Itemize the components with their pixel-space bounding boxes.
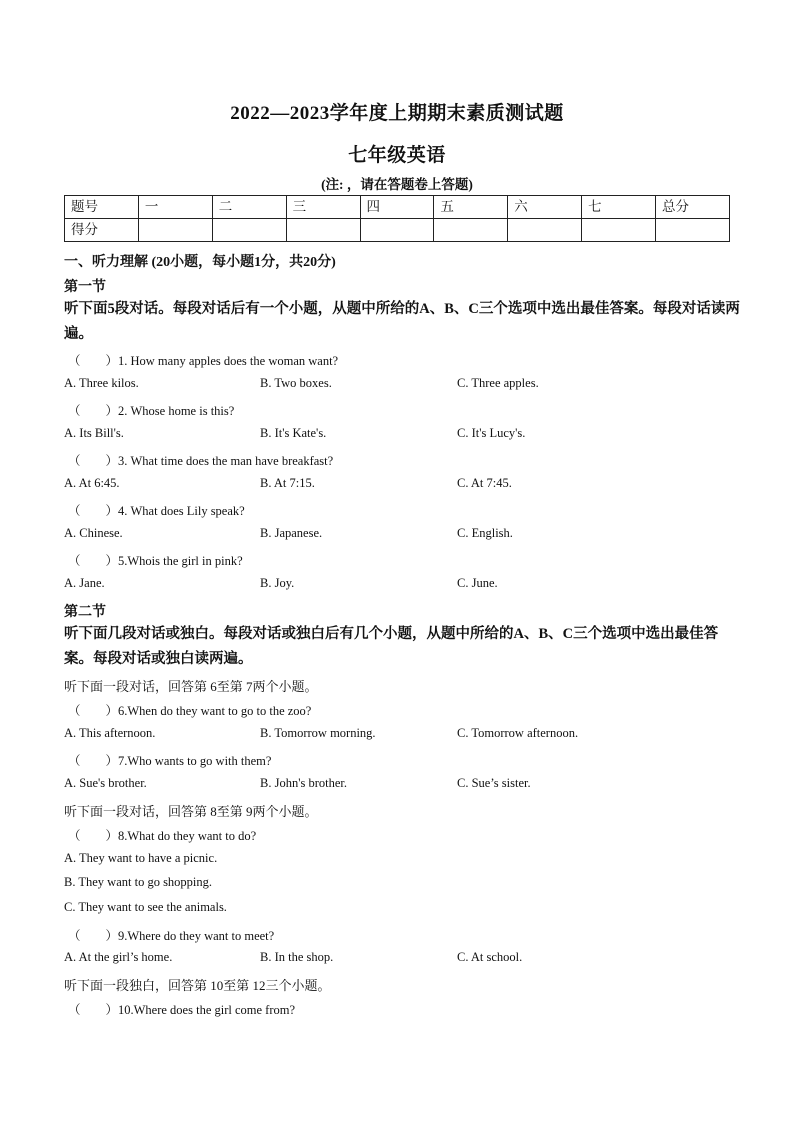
score-cell: 四 (360, 196, 434, 219)
part1-title: 一、听力理解 (20小题，每小题1分，共20分) (64, 255, 336, 270)
score-blank-cell[interactable] (582, 219, 656, 242)
exam-subtitle: 七年级英语 (348, 145, 446, 166)
sub-instruction-2: 听下面一段对话，回答第 8至第 9两个小题。 (64, 804, 318, 819)
option-b: B. At 7:15. (260, 476, 315, 490)
option-a: A. At the girl’s home. (64, 950, 173, 964)
exam-title: 2022—2023学年度上期期末素质测试题 (230, 103, 564, 124)
score-blank-cell[interactable] (508, 219, 582, 242)
question-6: （ ）6.When do they want to go to the zoo? (68, 704, 312, 718)
score-cell: 题号 (65, 196, 139, 219)
section2-label: 第二节 (64, 605, 106, 620)
question-3: （ ）3. What time does the man have breakfast? (68, 454, 334, 468)
option-a: A. Three kilos. (64, 376, 139, 390)
section1-instruction: 听下面5段对话。每段对话后有一个小题，从题中所给的A、B、C三个选项中选出最佳答案。每段对话读两遍。 (64, 301, 740, 342)
score-blank-cell[interactable] (656, 219, 730, 242)
score-cell: 得分 (65, 219, 139, 242)
score-cell: 七 (582, 196, 656, 219)
score-cell: 总分 (656, 196, 730, 219)
option-b: B. Joy. (260, 576, 295, 590)
question-2: （ ）2. Whose home is this? (68, 404, 235, 418)
score-blank-cell[interactable] (360, 219, 434, 242)
option-c: C. Tomorrow afternoon. (457, 726, 579, 740)
question-4: （ ）4. What does Lily speak? (68, 504, 245, 518)
sub-instruction-1: 听下面一段对话，回答第 6至第 7两个小题。 (64, 679, 318, 694)
option-a: A. They want to have a picnic. (64, 851, 218, 865)
option-c: C. Three apples. (457, 376, 539, 390)
question-1: （ ）1. How many apples does the woman want? (68, 354, 339, 368)
option-b: B. It's Kate's. (260, 426, 327, 440)
score-cell: 一 (138, 196, 212, 219)
option-a: A. This afternoon. (64, 726, 156, 740)
section1-label: 第一节 (64, 280, 106, 295)
score-cell: 五 (434, 196, 508, 219)
option-a: A. Its Bill's. (64, 426, 124, 440)
score-cell: 三 (286, 196, 360, 219)
question-7: （ ）7.Who wants to go with them? (68, 754, 272, 768)
option-c: C. It's Lucy's. (457, 426, 526, 440)
score-cell: 二 (212, 196, 286, 219)
option-a: A. Chinese. (64, 526, 123, 540)
option-b: B. In the shop. (260, 950, 334, 964)
question-9: （ ）9.Where do they want to meet? (68, 929, 275, 943)
option-c: C. Sue’s sister. (457, 776, 531, 790)
score-cell: 六 (508, 196, 582, 219)
option-a: A. At 6:45. (64, 476, 120, 490)
score-table (64, 195, 730, 242)
section2-instruction: 听下面几段对话或独白。每段对话或独白后有几个小题，从题中所给的A、B、C三个选项中选出最佳答案。每段对话或独白读两遍。 (64, 626, 719, 667)
exam-note: (注: ，请在答题卷上答题) (321, 177, 473, 192)
option-b: B. They want to go shopping. (64, 875, 213, 889)
option-b: B. John's brother. (260, 776, 347, 790)
score-blank-cell[interactable] (286, 219, 360, 242)
option-c: C. At school. (457, 950, 523, 964)
option-b: B. Japanese. (260, 526, 323, 540)
option-c: C. At 7:45. (457, 476, 512, 490)
option-a: A. Sue's brother. (64, 776, 147, 790)
sub-instruction-3: 听下面一段独白，回答第 10至第 12三个小题。 (64, 978, 331, 993)
score-blank-cell[interactable] (138, 219, 212, 242)
question-10: （ ）10.Where does the girl come from? (68, 1003, 296, 1017)
question-8: （ ）8.What do they want to do? (68, 829, 257, 843)
option-b: B. Tomorrow morning. (260, 726, 376, 740)
option-c: C. They want to see the animals. (64, 900, 227, 914)
score-blank-cell[interactable] (434, 219, 508, 242)
option-c: C. June. (457, 576, 498, 590)
question-5: （ ）5.Whois the girl in pink? (68, 554, 243, 568)
score-table-row-score (65, 219, 730, 242)
option-a: A. Jane. (64, 576, 105, 590)
option-b: B. Two boxes. (260, 376, 332, 390)
score-blank-cell[interactable] (212, 219, 286, 242)
score-table-row-header (65, 196, 730, 219)
option-c: C. English. (457, 526, 513, 540)
